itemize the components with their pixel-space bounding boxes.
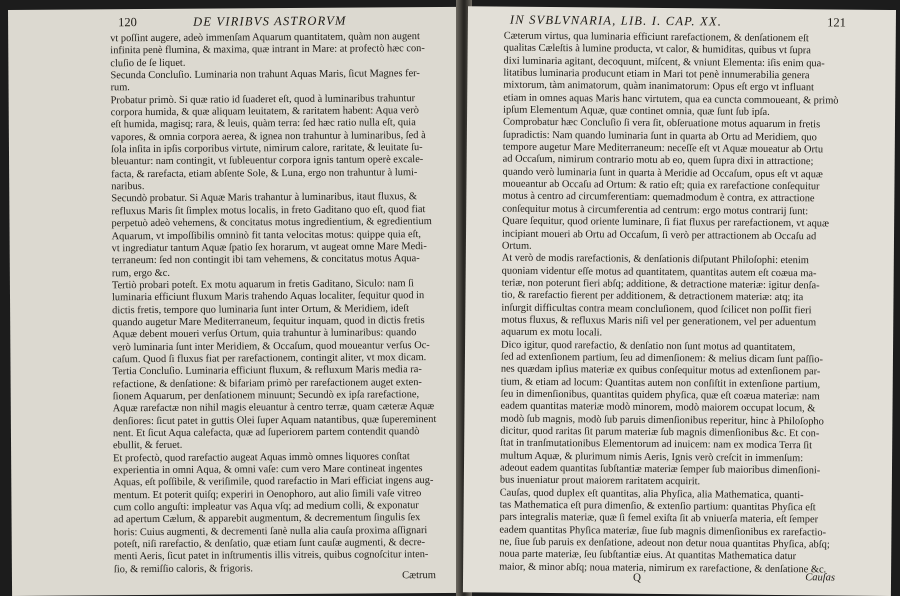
- text-line: At verò de modis rarefactionis, & denſationis diſputant Philoſophi: etenim: [501, 252, 809, 267]
- text-line: Et profectò, quod rarefactio augeat Aquas immò omnes liquores conſtat: [113, 450, 410, 464]
- text-line: moueantur ab Occaſu ad Ortum: & ratio eſt; quia ex rarefactione conſequitur: [502, 178, 820, 193]
- text-line: vt poſſint augere, adeò immenſam Aquarum quantitatem, quàm non augent: [110, 31, 420, 45]
- text-line: Comprobatur hæc Concluſio ſi vera ſit, obſeruatione motus aquarum in fretis: [502, 116, 821, 131]
- text-line: ad apertum Cælum, & apparebit augmentum, & decrementum ſingulis ſex: [113, 512, 421, 526]
- text-line: verò luminaria ſunt inter Meridiem, & Occaſum, quod moueantur verſus Oc-: [112, 339, 430, 353]
- text-line: rum, ergo &c.: [111, 267, 170, 279]
- left-page-text: [110, 31, 452, 576]
- right-signature-mark: Q: [632, 571, 642, 584]
- text-line: Aquæ rarefactæ non nihil magis eleuantur à centro terræ, quam cæteræ Aquæ: [112, 401, 435, 415]
- text-line: refactione, & denſatione: & bifariam primò per rarefactionem auget exten-: [112, 376, 422, 390]
- text-line: qualitas Cæleſtis à lumine producta, vt calor, & humiditas, quibus vt ſupra: [503, 42, 811, 57]
- left-catchword: Cætrum: [402, 570, 436, 582]
- text-line: mixtorum, tàm animatorum, quàm inanimatorum: Opus eſt ergo vt influant: [503, 79, 814, 94]
- text-line: denſiores: ſicut patet in guttis Olei ſuper Aquam natantibus, quæ ſupereminent: [112, 413, 437, 427]
- text-line: poteſt, niſi rarefactio, & denſatio, quæ etiam ſunt cauſæ augmenti, & decre-: [113, 537, 426, 551]
- text-line: modò ſub magnis, modò ſub paruis dimenſionibus reperitur, hinc à Philoſopho: [500, 413, 824, 428]
- right-page-number: 121: [827, 15, 846, 30]
- text-line: ſio, & remiſſio caloris, & frigoris.: [113, 563, 254, 576]
- text-line: Aquas, eſt poſſibile, & veriſimile, quod rarefactio in Mari efficiat ingens aug-: [113, 475, 434, 489]
- text-line: ſionem Aquarum, per denſationem minuunt; Secundò ex ipſa rarefactione,: [112, 389, 420, 403]
- text-line: eſt humida, magisq; rara, & leuis, quàm terra: ſed hæc ratio nulla eſt, quia: [110, 117, 416, 131]
- text-line: nent. Et ſicut Aqua calefacta, quæ ad ſuperiorem partem contendit quandò: [112, 426, 420, 440]
- text-line: corpora humida, & quæ aliquam leuitatem, & raritatem habent: Aqua verò: [110, 105, 419, 119]
- text-line: vt ingrediatur tantum Aquæ ſpatio ſex horarum, vt augeat omne Mare Medi-: [111, 240, 427, 255]
- text-line: tempore augetur Mare Mediterraneum: neceſſe eſt vt Aquæ moueatur ab Ortu: [502, 141, 824, 156]
- text-line: multum Aquæ, & plurimum nimis Aeris, Ignis verò creſcit in immenſum:: [500, 450, 804, 464]
- text-line: horis: Cuius augmenti, & decrementi ſanè nulla alia cauſa proxima aſſignari: [113, 524, 428, 539]
- text-line: maior, & minor abſq; noua materia, nimirum ex rarefactione, & denſatione &c.: [499, 561, 827, 576]
- right-page: [463, 6, 896, 596]
- text-line: dixi luminaria agitant, decoquunt, miſcent, & vniunt Elementa: iſis enim qua-: [503, 55, 825, 70]
- text-line: cum collo anguſti: impleatur vas Aqua vſq; ad medium colli, & exponatur: [113, 500, 419, 514]
- text-line: naribus.: [111, 181, 145, 193]
- left-page-header: [8, 7, 460, 32]
- text-line: tio, & rarefactio fierent per additionem, & detractionem materiæ: atq; ita: [501, 289, 804, 304]
- text-line: Aquarum, vt impoſſibilis omninò fit tanta velocitas motus: quippe quia eſt,: [111, 228, 421, 242]
- text-line: bus inueniatur prout maiorem raritatem acquirit.: [499, 474, 701, 488]
- text-line: Secundò probatur. Si Aquæ Maris trahantur à luminaribus, itaut fluxus, &: [111, 191, 417, 205]
- text-line: dicitur, quod raritas ſit parum materiæ ſub magnis dimenſionibus &c. Et con-: [500, 425, 820, 440]
- text-line: perpetuò adeò vehemens, & concitatus motus ingredientium, & egredientium: [111, 216, 432, 230]
- text-line: tium, & etiam ad locum: Quantitas autem non conſiſtit in extenſione partium,: [500, 376, 821, 390]
- text-line: ſupradictis: Nam quando luminaria ſunt in quarta ab Ortu ad Meridiem, quo: [502, 129, 817, 144]
- text-line: Tertiò probari poteſt. Ex motu aquarum in fretis Gaditano, Siculo: nam ſi: [111, 278, 414, 292]
- right-page-header: [468, 6, 896, 32]
- text-line: caſum. Quod ſi fluxus fiat per rarefactionem, contingit aliter, vt mox dicam.: [112, 352, 427, 366]
- text-line: ſeu in dimenſionibus, quantitas quidem phyſica, quæ eſt coæua materiæ: nam: [500, 388, 820, 403]
- text-line: pars integralis materiæ, quæ ſi femel exiſta ſit ab vniuerſa materia, eſt ſemper: [499, 511, 819, 526]
- text-line: etiam in omnes aquas Maris hanc virtutem, qua ea cuncta commoueant, & primò: [503, 92, 839, 107]
- text-line: Secunda Concluſio. Luminaria non trahunt Aquas Maris, ſicut Magnes fer-: [110, 68, 420, 82]
- text-line: mentum. Et poterit quiſq; experiri in Oenophoro, aut alio ſimili vaſe vitreo: [113, 487, 422, 501]
- text-line: aquarum ex motu locali.: [501, 326, 603, 339]
- text-line: Cæterum virtus, qua luminaria efficiunt rarefactionem, & denſationem eſt: [503, 30, 809, 45]
- text-line: vapores, & omnia corpora aerea, & ignea non trahuntur à luminaribus, ſed à: [110, 129, 426, 144]
- text-line: luminaria efficiunt fluxum Maris trahendo Aquas localiter, ſequitur quod in: [111, 290, 425, 304]
- text-line: cluſio de ſe liquet.: [110, 57, 186, 69]
- text-line: ipſum Elementum Aquæ, quæ continet omnia, quæ ſunt ſub ipſa.: [503, 104, 770, 118]
- text-line: dictis fretis, tempore quo luminaria ſunt inter Ortum, & Meridiem, ideſt: [112, 302, 410, 316]
- right-page-text: [499, 31, 844, 577]
- text-line: ſed ad extenſionem partium, ſeu ad dimenſionem: & melius dicam ſunt paſſio-: [500, 351, 824, 366]
- text-line: refluxus Maris ſit ſimplex motus localis, in freto Gaditano quo eſt, quod fiat: [111, 203, 426, 218]
- text-line: quando augetur Mare Mediterraneum, ſequitur inquam, quod in dictis fretis: [112, 315, 425, 329]
- text-line: ebullit, & feruet.: [113, 440, 183, 452]
- text-line: ne, ſiue ſub paruis ex denſatione, adeout non detur noua quantitas Phyſica, abſq;: [499, 536, 830, 551]
- text-line: Quare ſequitur, quod oriente luminare, ſi fiat fluxus per rarefactionem, vt aquæ: [502, 215, 829, 230]
- text-line: ſtat in tranſmutationibus Elementorum ad inuicem: nam ex modica Terra ſit: [500, 437, 813, 452]
- text-line: ſola inſita in ipſis corporibus virtute, nimirum calore, raritate, & leuitate ſu-: [110, 142, 423, 156]
- left-running-head: DE VIRIBVS ASTRORVM: [193, 13, 347, 29]
- right-running-head: IN SVBLVNARIA, LIB. I. CAP. XX.: [509, 12, 723, 29]
- text-line: teriæ, non poterunt fieri abſq; additione, & detractione materiæ: igitur denſa-: [501, 277, 820, 292]
- text-line: menti Aeris, ſicut patet in inſtrumentis illis vitreis, quibus cognoſcitur inten-: [113, 549, 429, 563]
- text-line: Cauſas, quod duplex eſt quantitas, alia Phyſica, alia Mathematica, quanti-: [499, 487, 804, 501]
- text-line: nes quædam ipſius materiæ ex quibus conſequitur motus ad extenſionem par-: [500, 363, 821, 378]
- text-line: motus à centro ad circumferentiam: quemadmodum è contra, ex attractione: [502, 191, 815, 205]
- right-catchword: Cauſas: [805, 572, 836, 584]
- text-line: quando verò luminaria ſunt in quarta à Meridie ad Occaſum, opus eſt vt aquæ: [502, 166, 823, 181]
- left-page: [8, 7, 464, 596]
- text-line: eadem quantitas Phyſica materiæ, ſiue ſub magnis dimenſionibus ex rarefactio-: [499, 524, 827, 539]
- text-line: conſequitur motus à circumferentia ad centrum: ergo motus contrarij ſunt:: [502, 203, 809, 218]
- text-line: infinita penè flumina, & maxima, quæ intrant in Mare: at profectò hæc con-: [110, 43, 425, 57]
- text-line: litatibus luminaria producunt etiam in Mari tot penè innumerabilia genera: [503, 67, 810, 82]
- text-line: adeout eadem quantitas ſubſtantiæ materiæ ſemper ſub maioribus dimenſioni-: [499, 462, 821, 477]
- text-line: facta, & rarefacta, etiam abſente Sole, & Luna, ergo non trahuntur à lumi-: [111, 166, 418, 181]
- text-line: Probatur primò. Si quæ ratio id ſuaderet eſt, quod à luminaribus trahuntur: [110, 92, 416, 107]
- text-line: ad Occaſum, nimirum contrario motu ab eo, quem ſupra dixi in attractione;: [502, 154, 814, 168]
- text-line: inſurgit difficultas contra meam concluſionem, quod ſcilicet non poſſit fieri: [501, 302, 812, 316]
- left-page-number: 120: [118, 15, 137, 30]
- text-line: noua parte materiæ, ſeu ſubſtantiæ eius. At quantitas Mathematica datur: [499, 548, 797, 563]
- text-line: Ortum.: [501, 240, 532, 252]
- text-line: rum.: [110, 82, 130, 94]
- text-line: Tertia Concluſio. Luminaria efficiunt fluxum, & refluxum Maris media ra-: [112, 364, 422, 378]
- text-line: motus fluxus, & refluxus Maris niſi vel per generationem, vel per aduentum: [501, 314, 817, 329]
- text-line: tas Mathematica eſt pura dimenſio, & extenſio partium: quantitas Phyſica eſt: [499, 499, 816, 514]
- text-line: bleuantur: nam contingit, vt ſubleuentur corpora ignis tantum operè excale-: [111, 154, 424, 168]
- text-line: Dico igitur, quod rarefactio, & denſatio non ſunt motus ad quantitatem,: [501, 339, 796, 353]
- text-line: incipiant moueri ab Ortu ad Occaſum, ſi verò per attractionem ab Occaſu ad: [501, 228, 817, 242]
- text-line: quoniam videntur eſſe motus ad quantitatem, quantitas autem eſt coæua ma-: [501, 265, 817, 279]
- text-line: terraneum: ſed non contingit ibi tam vehemens, & concitatus motus Aqua-: [111, 253, 420, 267]
- text-line: eadem quantitas materiæ modò minorem, modò maiorem occupat locum, &: [500, 400, 816, 415]
- text-line: Aquæ debent moueri verſus Ortum, quia trahuntur à luminaribus: quando: [112, 327, 417, 341]
- text-line: experientia in omni Aqua, & omni vaſe: cum vero Mare contineat ingentes: [113, 463, 423, 477]
